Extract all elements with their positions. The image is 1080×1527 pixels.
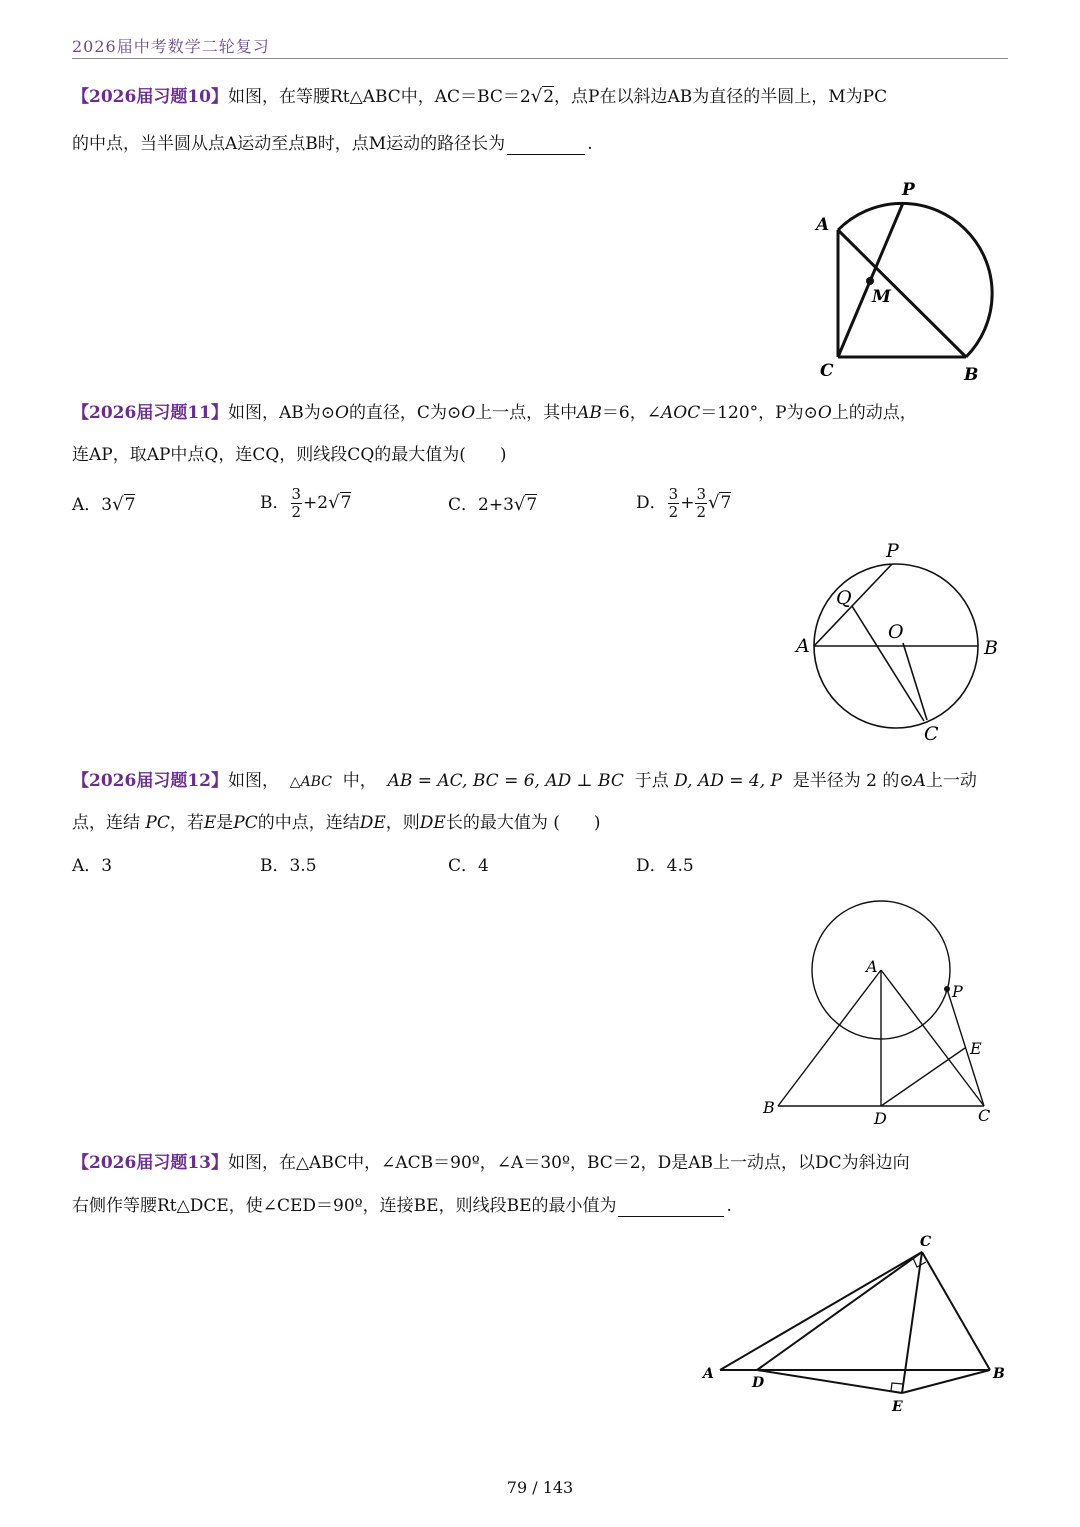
problem-13-figure — [695, 1228, 1015, 1423]
problem-12-math-E: E — [203, 813, 217, 833]
problem-12-math-2: D, AD = 4, P — [674, 771, 782, 791]
problem-11-tag: 【2026届习题11】 — [72, 403, 228, 423]
fig12-label-E: E — [970, 1039, 982, 1058]
problem-12-text-2f: 长的最大值为 ( ) — [445, 813, 601, 833]
problem-13-line-2 — [72, 1195, 1008, 1217]
problem-10-text-b: ，点P在以斜边AB为直径的半圆上，M为PC — [554, 87, 888, 107]
problem-12-text-2a: 点，连结 — [72, 813, 140, 833]
problem-12-text-2d: 的中点，连结 — [257, 813, 360, 833]
problem-11-text-e: ＝120°，P为⊙ — [700, 403, 818, 423]
option-coef: 3 — [101, 495, 113, 515]
problem-10-line-2 — [72, 133, 1008, 155]
fig11-label-O: O — [888, 621, 904, 643]
problem-11-math-O: O — [817, 403, 832, 423]
problem-11-math-O: O — [335, 403, 349, 423]
problem-11-math-O: O — [461, 403, 476, 423]
fig11-label-C: C — [924, 723, 939, 745]
problem-12-text-c: 于点 — [634, 771, 669, 791]
problem-11-text-f: 上的动点， — [831, 403, 917, 423]
sqrt-sign: √ — [530, 86, 543, 107]
problem-13-text-2: 右侧作等腰Rt△DCE，使∠CED＝90º，连接BE，则线段BE的最小值为 — [72, 1196, 617, 1216]
problem-12-text-d: 是半径为 2 的⊙ — [792, 771, 914, 791]
option-label: C． — [448, 495, 479, 515]
fig12-label-C: C — [978, 1106, 991, 1125]
page-number: 79 / 143 — [506, 1478, 574, 1497]
problem-10-figure — [800, 172, 1020, 392]
problem-11-text-2: 连AP，取AP中点Q，连CQ，则线段CQ的最大值为( ) — [72, 445, 507, 465]
sqrt-sign: √ — [112, 494, 124, 515]
sqrt-sign: √ — [328, 492, 340, 513]
fig13-label-B: B — [993, 1366, 1005, 1382]
option-radicand: 7 — [124, 495, 136, 515]
problem-10-sqrt-value: 2 — [543, 87, 555, 107]
frac-denominator: 2 — [668, 503, 679, 521]
problem-12-text-2e: ，则 — [385, 813, 420, 833]
problem-12-text-2b: ，若 — [169, 813, 204, 833]
problem-11-line-2 — [72, 444, 1008, 466]
problem-13-answer-blank[interactable] — [618, 1198, 724, 1217]
fig11-label-B: B — [984, 637, 998, 659]
fig11-label-A: A — [796, 635, 810, 657]
fig13-label-C: C — [920, 1234, 932, 1250]
option-label: B． — [260, 493, 290, 513]
fig12-label-D: D — [874, 1109, 887, 1128]
problem-11-option-a[interactable] — [72, 494, 135, 516]
sqrt-sign: √ — [513, 494, 526, 515]
fig10-label-B: B — [964, 365, 979, 385]
problem-11-line-1 — [72, 402, 1008, 424]
problem-12-math-DE: DE — [419, 813, 446, 833]
problem-12-text-b: 中， — [342, 771, 377, 791]
option-fraction-2 — [695, 486, 707, 521]
problem-11-math-AB: AB — [577, 403, 602, 423]
frac-numerator: 3 — [668, 485, 679, 503]
problem-10-period: . — [587, 134, 593, 154]
problem-12-option-d[interactable]: D．4.5 — [636, 856, 694, 876]
sqrt-sign: √ — [707, 492, 720, 513]
problem-11-text-d: ＝6，∠ — [601, 403, 661, 423]
problem-12-option-b[interactable]: B．3.5 — [260, 856, 317, 876]
problem-12-math-DE: DE — [359, 813, 386, 833]
problem-11-text-c: 上一点，其中 — [475, 403, 578, 423]
frac-denominator: 2 — [696, 503, 706, 521]
problem-11-option-c[interactable] — [448, 494, 537, 516]
problem-12-tag: 【2026届习题12】 — [72, 771, 228, 791]
problem-10-text-a: 如图，在等腰Rt△ABC中，AC＝BC＝2 — [227, 87, 531, 107]
fig11-label-Q: Q — [836, 587, 852, 609]
fig12-label-P: P — [952, 982, 963, 1001]
fig12-label-B: B — [763, 1098, 775, 1117]
problem-13-line-1 — [72, 1152, 1008, 1174]
frac-denominator: 2 — [291, 503, 302, 521]
option-radicand: 7 — [526, 495, 538, 515]
problem-13-text-1: 如图，在△ABC中，∠ACB＝90º，∠A＝30º，BC＝2，D是AB上一动点，以DC为斜边向 — [227, 1153, 910, 1173]
option-radicand: 7 — [720, 493, 732, 513]
problem-12-text-a: 如图， — [227, 771, 279, 791]
frac-numerator: 3 — [291, 485, 302, 503]
fig13-label-A: A — [703, 1366, 714, 1382]
problem-12-option-c[interactable]: C．4 — [448, 856, 489, 876]
option-radicand: 7 — [340, 493, 352, 513]
problem-11-text-b: 的直径，C为⊙ — [348, 403, 462, 423]
problem-12-math-PC: PC — [233, 813, 258, 833]
frac-numerator: 3 — [696, 485, 706, 503]
fig13-label-D: D — [752, 1375, 765, 1391]
problem-11-text-a: 如图，AB为⊙ — [227, 403, 335, 423]
option-fraction — [668, 486, 680, 521]
option-mid: + — [680, 493, 695, 513]
option-label: A． — [72, 495, 102, 515]
problem-12-figure — [755, 895, 1010, 1135]
fig13-label-E: E — [892, 1399, 903, 1415]
problem-10-answer-blank[interactable] — [507, 136, 585, 155]
problem-12-text-e: 上一动 — [925, 771, 977, 791]
page-header-title: 2026届中考数学二轮复习 — [72, 37, 270, 56]
problem-13-period: . — [726, 1196, 732, 1216]
problem-11-math-AOC: AOC — [660, 403, 701, 423]
fig10-label-A: A — [816, 215, 830, 235]
fig12-label-A: A — [866, 957, 878, 976]
problem-12-math-tri: △ABC — [289, 774, 332, 790]
problem-12-option-a[interactable]: A．3 — [72, 856, 113, 876]
option-coef: 2+3 — [478, 495, 514, 515]
fig10-label-C: C — [820, 361, 834, 381]
problem-11-option-b[interactable] — [260, 486, 351, 521]
problem-12-line-1 — [72, 770, 1008, 793]
fig10-label-M: M — [872, 287, 891, 307]
header-divider — [72, 58, 1008, 59]
problem-12-line-2 — [72, 812, 1008, 834]
problem-12-text-2c: 是 — [216, 813, 234, 833]
problem-12-math-PC: PC — [145, 813, 170, 833]
option-fraction — [291, 486, 303, 521]
problem-10-text-2: 的中点，当半圆从点A运动至点B时，点M运动的路径长为 — [72, 134, 506, 154]
fig11-label-P: P — [886, 540, 899, 562]
problem-12-math-1: AB = AC, BC = 6, AD ⊥ BC — [387, 771, 624, 791]
option-label: D． — [636, 493, 667, 513]
problem-12-math-A: A — [913, 771, 926, 791]
problem-10-tag: 【2026届习题10】 — [72, 87, 228, 107]
option-mid: +2 — [303, 493, 329, 513]
problem-11-option-d[interactable] — [636, 486, 731, 521]
problem-13-tag: 【2026届习题13】 — [72, 1153, 228, 1173]
problem-11-figure — [790, 535, 1010, 750]
fig10-label-P: P — [902, 180, 915, 200]
problem-10-line-1 — [72, 86, 1008, 108]
